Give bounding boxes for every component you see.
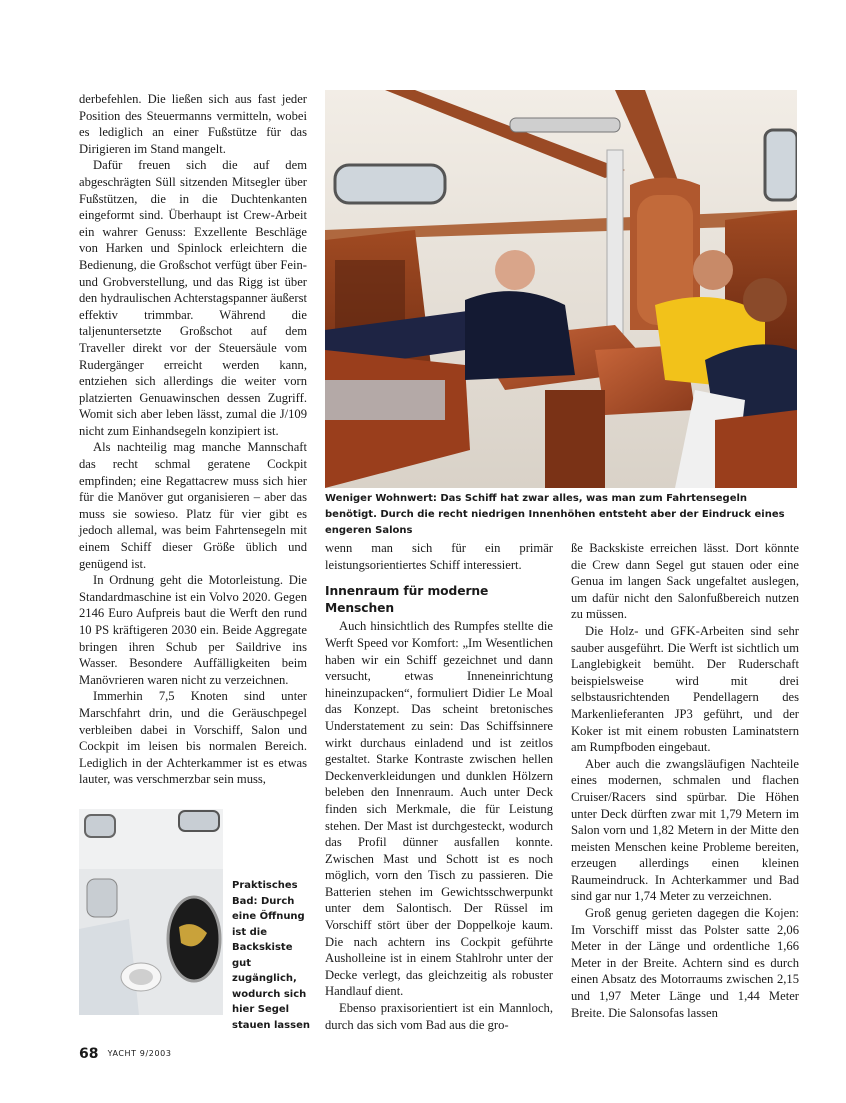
main-photo-caption: Weniger Wohnwert: Das Schiff hat zwar alles, was man zum Fahrtensegeln benötigt. Durch die recht niedrigen Innenhöhen entsteht aber der Eindruck eines engeren Salons — [325, 493, 785, 536]
article-column-3 — [571, 540, 799, 1021]
article-column-2 — [325, 540, 553, 1033]
paragraph: Ebenso praxisorientiert ist ein Mannloch, durch das sich vom Bad aus die gro- — [325, 1001, 553, 1032]
paragraph: Als nachteilig mag manche Mannschaft das recht schmal geratene Cockpit empfinden; eine Regattacrew muss sich hier für die Manöver gut organisieren – aber das muss sie sowieso. Platz für vier gibt es jedoch allemal, was beim Fahrtensegeln mit einem Schiff dieser Größe üblich und genügend ist. — [79, 440, 307, 571]
paragraph: wenn man sich für ein primär leistungsorientiertes Schiff interessiert. — [325, 541, 553, 572]
article-column-1 — [79, 91, 307, 788]
page-footer — [79, 1043, 172, 1062]
paragraph: ße Backskiste erreichen lässt. Dort könnte die Crew dann Segel gut stauen oder eine Genua im langen Sack ungefaltet auslegen, um dafür nicht den Salonfußbereich nutzen zu müssen. — [571, 541, 799, 622]
section-heading: Innenraum für moderne Menschen — [325, 584, 489, 615]
paragraph: In Ordnung geht die Motorleistung. Die Standardmaschine ist ein Volvo 2020. Gegen 2146 Euro Aufpreis baut die Werft den rund 10 PS kräftigeren 2030 ein. Beide Aggregate bringen ihren Schub per Saildrive ins Wasser. Besondere Auffälligkeiten beim Manövrieren waren nicht zu verzeichnen. — [79, 573, 307, 687]
paragraph: derbefehlen. Die ließen sich aus fast jeder Position des Steuermanns vermitteln, wobei es lediglich an einer Fußstütze für das Dirigieren im Stand mangelt. — [79, 92, 307, 156]
salon-interior-photo — [325, 90, 797, 488]
bathroom-photo — [79, 809, 223, 1015]
page-number: 68 — [79, 1046, 99, 1062]
paragraph: Aber auch die zwangsläufigen Nachteile eines modernen, schmalen und flachen Cruiser/Racers sind spürbar. Die Höhen unter Deck dürften zwar mit 1,79 Metern im Salon vorn und 1,82 Metern in der Mitte den meisten Menschen keine Probleme bereiten, erzeugen allerdings einen kleinen Raumeindruck. In Achterkammer und Bad sind gar nur 1,74 Meter zu verzeichnen. — [571, 756, 799, 904]
paragraph: Groß genug gerieten dagegen die Kojen: Im Vorschiff misst das Polster satte 2,06 Meter in der Länge und ordentliche 1,66 Meter in der Breite. Achtern sind es durch einen Absatz des Motorraums zwischen 2,15 und 1,97 Meter Länge und 1,44 Meter Breite. Die Salonsofas lassen — [571, 906, 799, 1020]
paragraph: Die Holz- und GFK-Arbeiten sind sehr sauber ausgeführt. Die Werft ist sichtlich um Langlebigkeit bemüht. Der Ruderschaft beispielsweise wird mit drei selbstausrichtenden Pendellagern des Markenlieferanten JP3 geführt, und der Koker ist mit einem robusten Laminatstern am Rumpfboden eingebaut. — [571, 623, 799, 755]
paragraph: Auch hinsichtlich des Rumpfes stellte die Werft Speed vor Komfort: „Im Wesentlichen haben wir ein Schiff gezeichnet und dann versucht, etwas Inneneinrichtung hineinzupacken“, formuliert Didier Le Moal das Konzept. Das scheint bretonisches Understatement zu sein: Das Schiffsinnere wirkt durchaus einladend und ist zeitlos gestaltet. Starke Kontraste zwischen hellen Deckenverkleidungen und dunklen Hölzern beleben den Innenraum. Auch unter Deck finden sich Merkmale, die für Leistung stehen. Der Mast ist durchgesteckt, wodurch das Profil dünner ausfallen konnte. Zwischen Mast und Schott ist es noch möglich, vorn den Tisch zu passieren. Die Batterien stehen im Gewichtsschwerpunkt unter dem Salontisch. Der Rüssel im Vorschiff stört über der Doppelkoje kaum. Die nach achtern ins Cockpit geführte Ausholleine ist in einem Stahlrohr unter der Decke verlegt, das gleichzeitig als robuster Handlauf dient. — [325, 619, 553, 999]
paragraph: Immerhin 7,5 Knoten sind unter Marschfahrt drin, und die Geräuschpegel verbleiben dabei in Vorschiff, Salon und Cockpit im leisen bis normalen Bereich. Lediglich in der Achterkammer ist es etwas lauter, was verschmerzbar sein muss, — [79, 689, 307, 787]
side-photo-caption: Praktisches Bad: Durch eine Öffnung ist die Backskiste gut zugänglich, wodurch sich hier Segel stauen lassen — [232, 880, 310, 1031]
magazine-issue: YACHT 9/2003 — [107, 1049, 172, 1058]
paragraph: Dafür freuen sich die auf dem abgeschrägten Süll sitzenden Mitsegler über Fußstützen, die in die Duchtenkanten eingeformt sind. Überhaupt ist Crew-Arbeit ein wahrer Genuss: Exzellente Beschläge von Harken und Spinlock erleichtern die Bedienung, die Großschot verfügt über Fein- und Grobverstellung, und das Rigg ist über den hydraulischen Achterstagspanner äußerst effektiv trimmbar. Während die taljenuntersetzte Großschot auf dem Traveller direkt vor der Steuersäule vom Rudergänger erreicht werden kann, entziehen sich allerdings die weiter vorn platzierten Genuawinschen dessen Zugriff. Womit sich aber leben lässt, zumal die J/109 nicht zum Einhandsegeln konzipiert ist. — [79, 158, 307, 438]
